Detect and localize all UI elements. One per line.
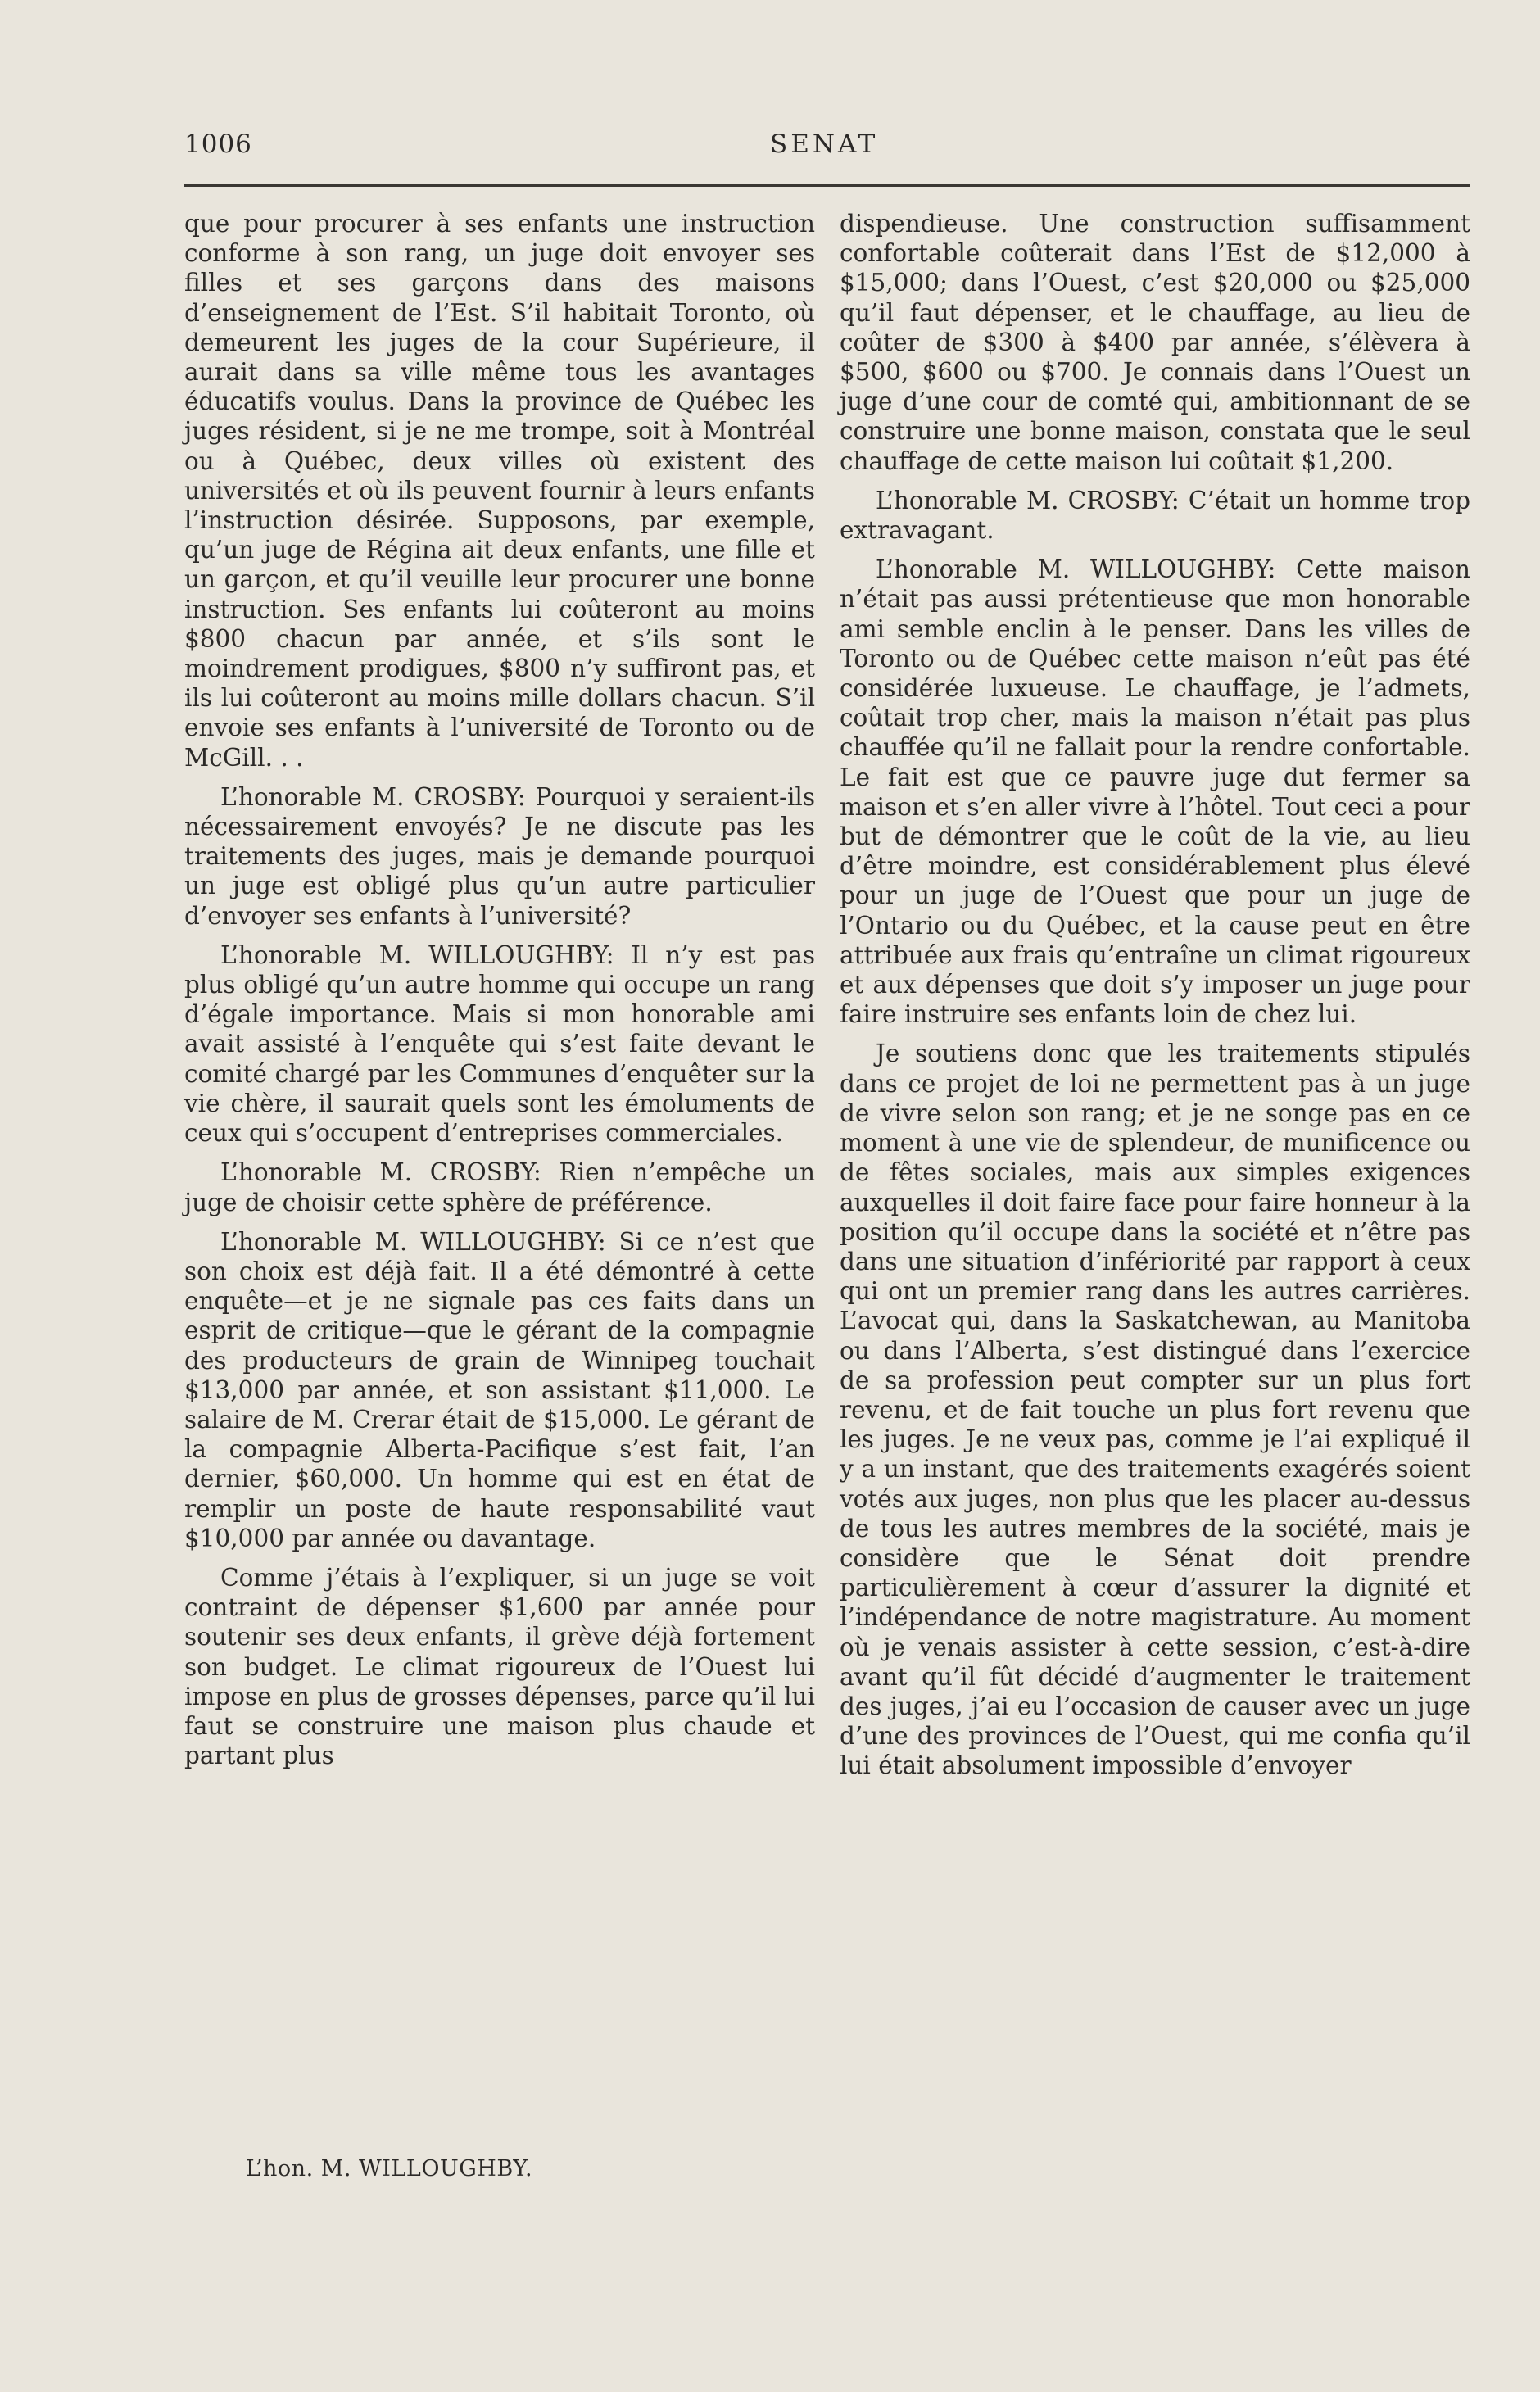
- paragraph: que pour procurer à ses enfants une instruction conforme à son rang, un juge doit envoyer ses filles et ses garçons dans des maisons d’enseignement de l’Est. S’il habitait Toronto, où demeurent les juges de la cour Supérieure, il aurait dans sa ville même tous les avantages éducatifs voulus. Dans la province de Québec les juges résident, si je ne me trompe, soit à Montréal ou à Québec, deux villes où existent des universités et où ils peuvent fournir à leurs enfants l’instruction désirée. Supposons, par exemple, qu’un juge de Régina ait deux enfants, une fille et un garçon, et qu’il veuille leur procurer une bonne instruction. Ses enfants lui coûteront au moins $800 chacun par année, et s’ils sont le moindrement prodigues, $800 n’y suffiront pas, et ils lui coûteront au moins mille dollars chacun. S’il envoie ses enfants à l’université de Toronto ou de McGill. . .: [184, 210, 815, 772]
- paragraph: Comme j’étais à l’expliquer, si un juge se voit contraint de dépenser $1,600 par année pour soutenir ses deux enfants, il grève déjà fortement son budget. Le climat rigoureux de l’Ouest lui impose en plus de grosses dépenses, parce qu’il lui faut se construire une maison plus chaude et partant plus: [184, 1563, 815, 1770]
- paragraph: L’honorable M. CROSBY: Rien n’empêche un juge de choisir cette sphère de préférence.: [184, 1158, 815, 1216]
- paragraph: L’honorable M. CROSBY: Pourquoi y seraient-ils nécessairement envoyés? Je ne discute pas les traitements des juges, mais je demande pourquoi un juge est obligé plus qu’un autre particulier d’envoyer ses enfants à l’université?: [184, 782, 815, 930]
- paragraph: L’honorable M. WILLOUGHBY: Si ce n’est que son choix est déjà fait. Il a été démontré à cette enquête—et je ne signale pas ces faits dans un esprit de critique—que le gérant de la compagnie des producteurs de grain de Winnipeg touchait $13,000 par année, et son assistant $11,000. Le salaire de M. Crerar était de $15,000. Le gérant de la compagnie Alberta-Pacifique s’est fait, l’an dernier, $60,000. Un homme qui est en état de remplir un poste de haute responsabilité vaut $10,000 par année ou davantage.: [184, 1227, 815, 1552]
- paragraph: L’honorable M. WILLOUGHBY: Cette maison n’était pas aussi prétentieuse que mon honorable ami semble enclin à le penser. Dans les villes de Toronto ou de Québec cette maison n’eût pas été considérée luxueuse. Le chauffage, je l’admets, coûtait trop cher, mais la maison n’était pas plus chauffée qu’il ne fallait pour la rendre confortable. Le fait est que ce pauvre juge dut fermer sa maison et s’en aller vivre à l’hôtel. Tout ceci a pour but de démontrer que le coût de la vie, au lieu d’être moindre, est considérablement plus élevé pour un juge de l’Ouest que pour un juge de l’Ontario ou du Québec, et la cause peut en être attribuée aux frais qu’entraîne un climat rigoureux et aux dépenses que doit s’y imposer un juge pour faire instruire ses enfants loin de chez lui.: [840, 555, 1470, 1029]
- paragraph: L’honorable M. CROSBY: C’était un homme trop extravagant.: [840, 486, 1470, 545]
- paragraph: dispendieuse. Une construction suffisamment confortable coûterait dans l’Est de $12,000 à $15,000; dans l’Ouest, c’est $20,000 ou $25,000 qu’il faut dépenser, et le chauffage, au lieu de coûter de $300 à $400 par année, s’élèvera à $500, $600 ou $700. Je connais dans l’Ouest un juge d’une cour de comté qui, ambitionnant de se construire une bonne maison, constata que le seul chauffage de cette maison lui coûtait $1,200.: [840, 210, 1470, 475]
- footer-speaker-note: L’hon. M. WILLOUGHBY.: [246, 2156, 533, 2181]
- running-head-title: SENAT: [770, 129, 879, 159]
- right-column: [840, 209, 1470, 1791]
- page-number: 1006: [184, 129, 252, 159]
- header-rule: [184, 184, 1470, 187]
- left-column: [184, 209, 815, 1780]
- paragraph: Je soutiens donc que les traitements stipulés dans ce projet de loi ne permettent pas à un juge de vivre selon son rang; et je ne songe pas en ce moment à une vie de splendeur, de munificence ou de fêtes sociales, mais aux simples exigences auxquelles il doit faire face pour faire honneur à la position qu’il occupe dans la société et n’être pas dans une situation d’infériorité par rapport à ceux qui ont un premier rang dans les autres carrières. L’avocat qui, dans la Saskatchewan, au Manitoba ou dans l’Alberta, s’est distingué dans l’exercice de sa profession peut compter sur un plus fort revenu, et de fait touche un plus fort revenu que les juges. Je ne veux pas, comme je l’ai expliqué il y a un instant, que des traitements exagérés soient votés aux juges, non plus que les placer au-dessus de tous les autres membres de la société, mais je considère que le Sénat doit prendre particulièrement à cœur d’assurer la dignité et l’indépendance de notre magistrature. Au moment où je venais assister à cette session, c’est-à-dire avant qu’il fût décidé d’augmenter le traitement des juges, j’ai eu l’occasion de causer avec un juge d’une des provinces de l’Ouest, qui me confia qu’il lui était absolument impossible d’envoyer: [840, 1040, 1470, 1780]
- paragraph: L’honorable M. WILLOUGHBY: Il n’y est pas plus obligé qu’un autre homme qui occupe un rang d’égale importance. Mais si mon honorable ami avait assisté à l’enquête qui s’est faite devant le comité chargé par les Communes d’enquêter sur la vie chère, il saurait quels sont les émoluments de ceux qui s’occupent d’entreprises commerciales.: [184, 940, 815, 1148]
